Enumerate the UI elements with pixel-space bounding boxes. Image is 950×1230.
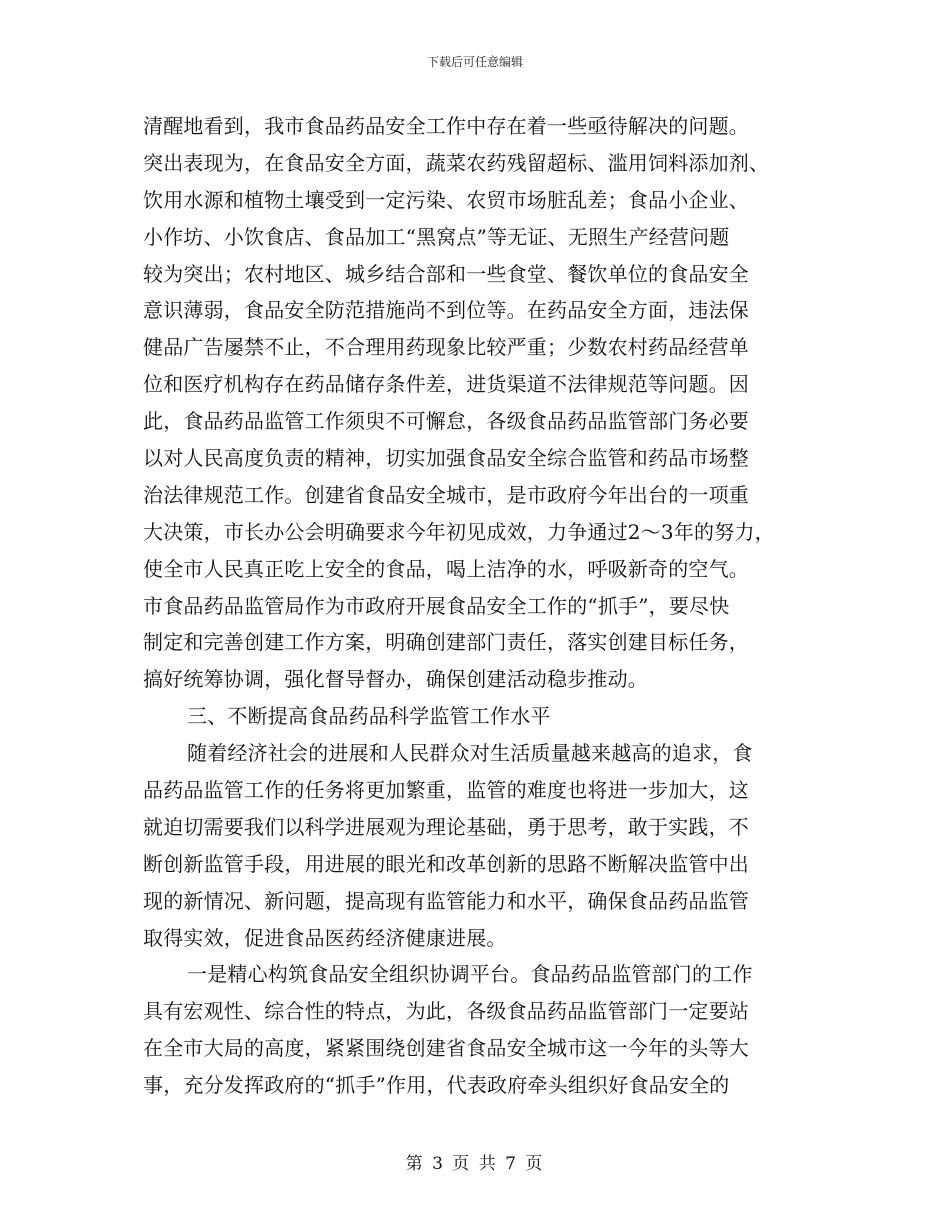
text-line: 具有宏观性、综合性的特点，为此，各级食品药品监管部门一定要站 bbox=[143, 999, 749, 1024]
text-line: 较为突出；农村地区、城乡结合部和一些食堂、餐饮单位的食品安全 bbox=[143, 261, 749, 286]
text-line: 市食品药品监管局作为市政府开展食品安全工作的“抓手”，要尽快 bbox=[143, 593, 730, 618]
section-heading: 三、不断提高食品药品科学监管工作水平 bbox=[187, 704, 551, 729]
text-line: 现的新情况、新问题，提高现有监管能力和水平，确保食品药品监管 bbox=[143, 888, 749, 913]
document-body bbox=[143, 108, 823, 1104]
text-line: 此，食品药品监管工作须臾不可懈怠，各级食品药品监管部门务必要 bbox=[143, 409, 749, 434]
text-line: 事，充分发挥政府的“抓手”作用，代表政府牵头组织好食品安全的 bbox=[143, 1073, 730, 1098]
page-header: 下载后可任意编辑 bbox=[426, 55, 523, 69]
text-line: 制定和完善创建工作方案，明确创建部门责任，落实创建目标任务， bbox=[143, 630, 749, 655]
text-line: 一是精心构筑食品安全组织协调平台。食品药品监管部门的工作 bbox=[187, 962, 753, 987]
text-line: 以对人民高度负责的精神，切实加强食品安全综合监管和药品市场整 bbox=[143, 446, 749, 471]
page-number-footer: 第 3 页 共 7 页 bbox=[405, 1154, 545, 1174]
text-line: 治法律规范工作。创建省食品安全城市，是市政府今年出台的一项重 bbox=[143, 482, 749, 507]
text-line: 小作坊、小饮食店、食品加工“黑窝点”等无证、无照生产经营问题 bbox=[143, 224, 730, 249]
text-line: 就迫切需要我们以科学进展观为理论基础，勇于思考，敢于实践，不 bbox=[143, 814, 749, 839]
text-line: 取得实效，促进食品医药经济健康进展。 bbox=[143, 925, 507, 950]
text-line: 在全市大局的高度，紧紧围绕创建省食品安全城市这一今年的头等大 bbox=[143, 1036, 749, 1061]
text-line: 搞好统筹协调，强化督导督办，确保创建活动稳步推动。 bbox=[143, 667, 648, 692]
text-line: 大决策，市长办公会明确要求今年初见成效，力争通过2～3年的努力， bbox=[143, 519, 775, 544]
text-line: 清醒地看到，我市食品药品安全工作中存在着一些亟待解决的问题。 bbox=[143, 114, 749, 138]
text-line: 意识薄弱，食品安全防范措施尚不到位等。在药品安全方面，违法保 bbox=[143, 298, 749, 323]
text-line: 使全市人民真正吃上安全的食品，喝上洁净的水，呼吸新奇的空气。 bbox=[143, 556, 749, 581]
text-line: 突出表现为，在食品安全方面，蔬菜农药残留超标、滥用饲料添加剂、 bbox=[143, 150, 770, 175]
text-line: 品药品监管工作的任务将更加繁重，监管的难度也将进一步加大，这 bbox=[143, 778, 749, 803]
text-line: 位和医疗机构存在药品储存条件差，进货渠道不法律规范等问题。因 bbox=[143, 372, 749, 397]
text-line: 饮用水源和植物土壤受到一定污染、农贸市场脏乱差；食品小企业、 bbox=[143, 187, 749, 212]
text-line: 健品广告屡禁不止，不合理用药现象比较严重；少数农村药品经营单 bbox=[143, 335, 749, 360]
text-line: 随着经济社会的进展和人民群众对生活质量越来越高的追求，食 bbox=[187, 741, 753, 766]
text-line: 断创新监管手段，用进展的眼光和改革创新的思路不断解决监管中出 bbox=[143, 851, 749, 876]
